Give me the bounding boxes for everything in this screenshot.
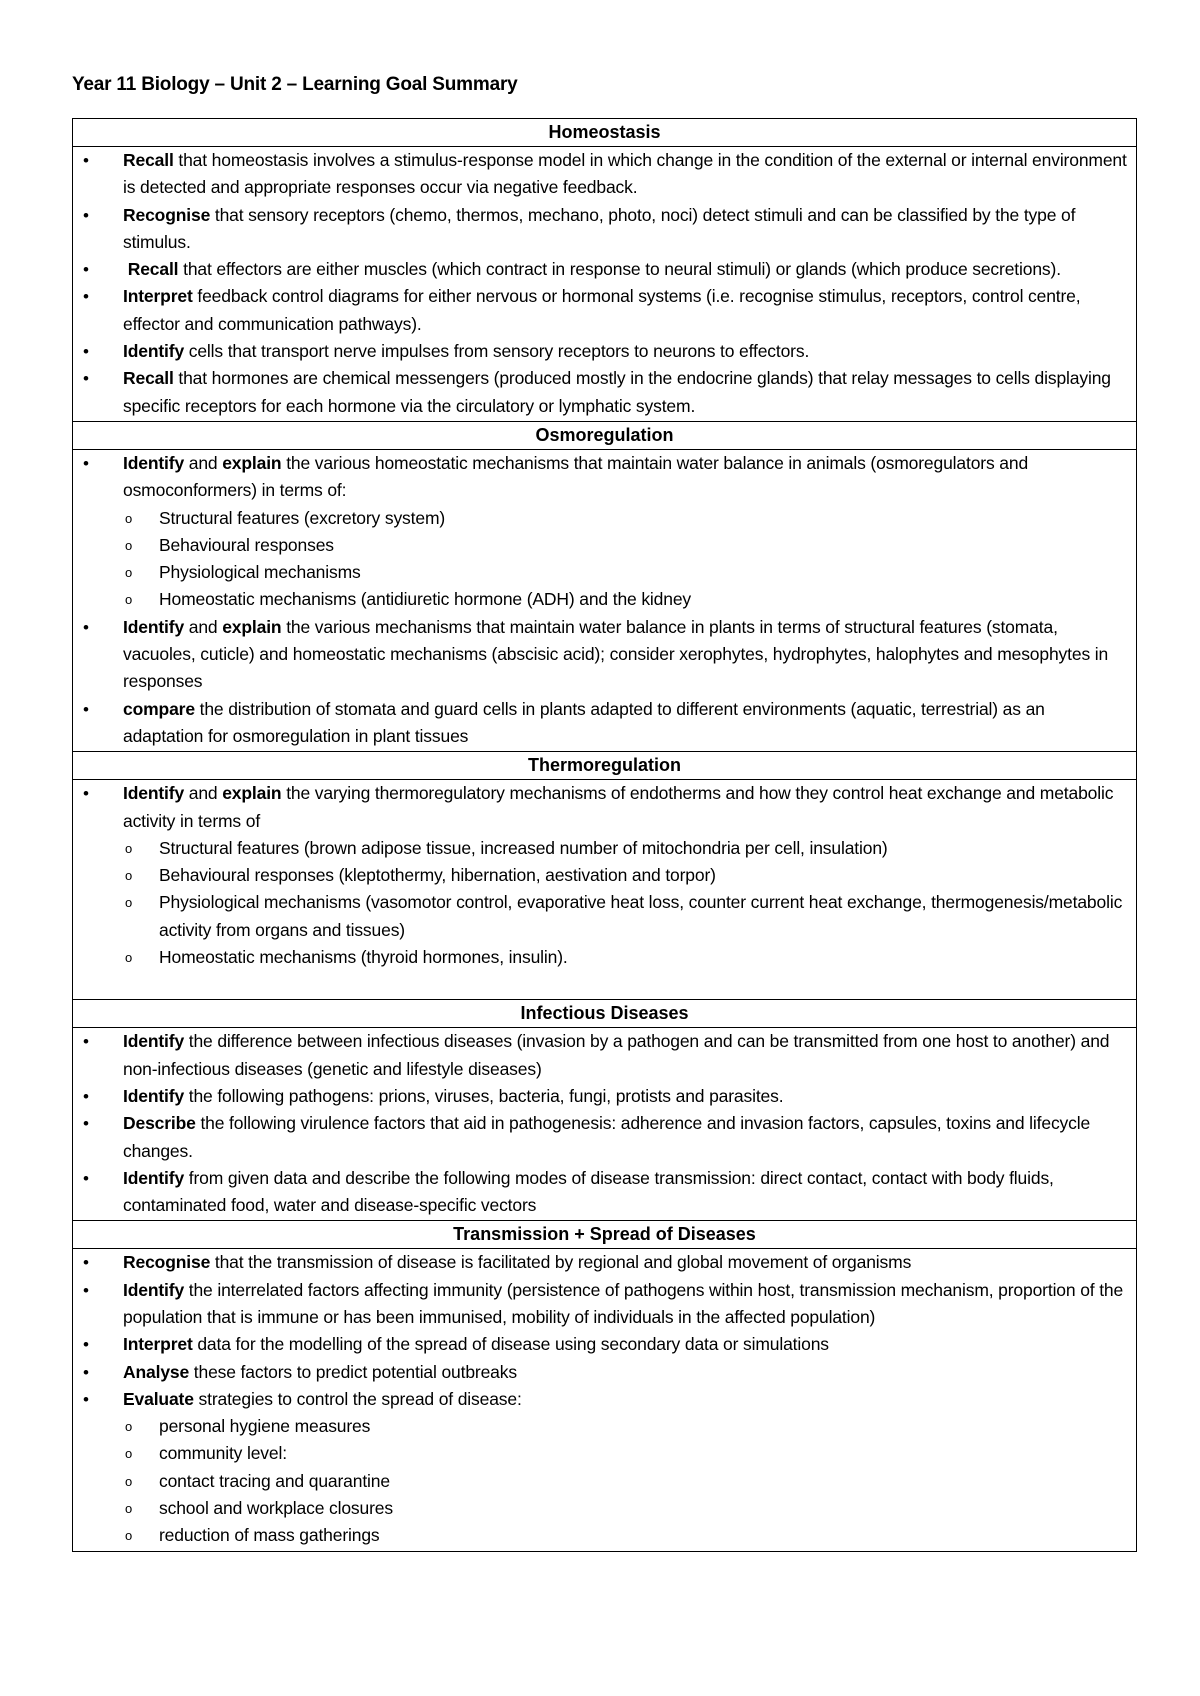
bullet-icon: • (83, 1362, 89, 1382)
goal-text: the interrelated factors affecting immunity (persistence of pathogens within host, transmission mechanism, proportion of the population that is immune or has been immunised, mobility of individuals in the affected population) (123, 1279, 1124, 1327)
goal-text: cells that transport nerve impulses from sensory receptors to neurons to effectors. (184, 341, 810, 362)
goal-subitem (73, 835, 1128, 862)
goal-item (73, 450, 1128, 505)
goal-text: the various mechanisms that maintain water balance in plants in terms of structural features (stomata, vacuoles, cuticle) and homeostatic mechanisms (abscisic acid); consider xerophytes, hydrophytes, halophytes and mesophytes in responses (123, 616, 1109, 692)
sub-bullet-icon: o (125, 868, 133, 884)
bullet-icon: • (83, 151, 89, 170)
goal-subitem (73, 889, 1128, 944)
goal-verb: Identify (123, 616, 185, 637)
goal-verb: explain (222, 452, 282, 473)
goal-subitem (73, 944, 1128, 971)
goal-text: that homeostasis involves a stimulus-response model in which change in the condition of the external or internal environment is detected and appropriate responses occur via negative feedback. (123, 150, 1127, 198)
goal-text: that hormones are chemical messengers (produced mostly in the endocrine glands) that relay messages to cells displaying specific receptors for each hormone via the circulatory or lymphatic system. (123, 368, 1111, 416)
goal-verb: Identify (123, 1031, 185, 1052)
goal-subitem (73, 1522, 1128, 1549)
goal-item (73, 1359, 1128, 1386)
sub-bullet-icon: o (125, 1473, 133, 1489)
goal-verb: Identify (123, 1085, 185, 1106)
goal-text: the following pathogens: prions, viruses, bacteria, fungi, protists and parasites. (184, 1085, 784, 1106)
goal-subitem (73, 505, 1128, 532)
bullet-icon: • (83, 1086, 89, 1106)
goal-verb: Recall (127, 259, 179, 280)
goal-item (73, 365, 1128, 420)
bullet-icon: • (83, 1114, 89, 1134)
goal-subitem (73, 586, 1128, 613)
goal-item (73, 202, 1128, 257)
sub-bullet-icon: o (125, 537, 133, 553)
subitem-text: Physiological mechanisms (vasomotor control, evaporative heat loss, counter current heat exchange, thermogenesis/metabolic activity from organs and tissues) (159, 892, 1123, 940)
sub-bullet-icon: o (125, 895, 133, 911)
goal-text: the distribution of stomata and guard cells in plants adapted to different environments (aquatic, terrestrial) as an adaptation for osmoregulation in plant tissues (123, 698, 1045, 746)
goal-text: data for the modelling of the spread of disease using secondary data or simulations (192, 1334, 829, 1355)
subitem-text: Homeostatic mechanisms (thyroid hormones, insulin). (159, 947, 568, 968)
goal-verb: compare (123, 698, 195, 719)
goal-verb: Evaluate (123, 1388, 194, 1409)
bullet-icon: • (83, 1253, 89, 1273)
goal-subitem (73, 1468, 1128, 1495)
goal-verb: Recall (123, 150, 174, 170)
bullet-icon: • (83, 699, 89, 719)
bullet-icon: • (83, 287, 89, 307)
goal-subitem (73, 532, 1128, 559)
goal-verb: Identify (123, 783, 185, 804)
subitem-text: Behavioural responses (159, 534, 334, 555)
bullet-icon: • (83, 369, 89, 389)
goal-item (73, 1249, 1128, 1276)
goal-text: strategies to control the spread of disease: (193, 1388, 522, 1409)
goal-item (73, 780, 1128, 835)
goal-subitem (73, 1413, 1128, 1440)
bullet-icon: • (83, 784, 89, 804)
goal-verb: Describe (123, 1113, 196, 1134)
goal-item (73, 256, 1128, 283)
goal-text: the following virulence factors that aid in pathogenesis: adherence and invasion factors, capsules, toxins and lifecycle changes. (123, 1113, 1091, 1161)
goal-verb: Recognise (123, 204, 211, 225)
goal-subitem (73, 559, 1128, 586)
learning-goal-table (72, 118, 1137, 1552)
blank-line (73, 971, 1128, 998)
bullet-icon: • (83, 1335, 89, 1355)
section-body-homeostasis (73, 147, 1136, 422)
goal-item (73, 147, 1128, 202)
page-title: Year 11 Biology – Unit 2 – Learning Goal Summary (72, 74, 518, 95)
bullet-icon: • (83, 1168, 89, 1188)
bullet-icon: • (83, 1389, 89, 1409)
goal-verb: Interpret (123, 1334, 193, 1355)
sub-bullet-icon: o (125, 950, 133, 966)
subitem-text: school and workplace closures (159, 1498, 393, 1519)
section-heading-infectious-diseases: Infectious Diseases (73, 1000, 1136, 1028)
bullet-icon: • (83, 260, 89, 280)
goal-subitem (73, 1440, 1128, 1467)
bullet-icon: • (83, 1032, 89, 1052)
bullet-icon: • (83, 205, 89, 225)
goal-verb: Identify (123, 452, 185, 473)
section-body-thermoregulation (73, 780, 1136, 1000)
goal-item (73, 1110, 1128, 1165)
subitem-text: Behavioural responses (kleptothermy, hibernation, aestivation and torpor) (159, 865, 716, 886)
goal-item (73, 338, 1128, 365)
section-heading-transmission: Transmission + Spread of Diseases (73, 1221, 1136, 1249)
sub-bullet-icon: o (125, 840, 133, 856)
goal-text: feedback control diagrams for either nervous or hormonal systems (i.e. recognise stimulus, receptors, control centre, effector and communication pathways). (123, 286, 1081, 334)
sub-bullet-icon: o (125, 565, 133, 581)
section-heading-osmoregulation: Osmoregulation (73, 422, 1136, 450)
sub-bullet-icon: o (125, 1528, 133, 1544)
goal-text: the difference between infectious diseases (invasion by a pathogen and can be transmitted from one host to another) and non-infectious diseases (genetic and lifestyle diseases) (123, 1031, 1110, 1079)
bullet-icon: • (83, 617, 89, 637)
goal-text: these factors to predict potential outbreaks (189, 1361, 517, 1382)
section-heading-homeostasis: Homeostasis (73, 119, 1136, 147)
goal-conjunction: and (184, 783, 223, 804)
goal-verb: explain (222, 783, 282, 804)
goal-verb: explain (222, 616, 282, 637)
subitem-text: community level: (159, 1443, 287, 1464)
subitem-text: reduction of mass gatherings (159, 1525, 380, 1546)
goal-item (73, 1165, 1128, 1220)
goal-subitem (73, 1495, 1128, 1522)
goal-verb: Identify (123, 341, 185, 362)
sub-bullet-icon: o (125, 1501, 133, 1517)
section-body-transmission (73, 1249, 1136, 1550)
goal-item (73, 1277, 1128, 1332)
goal-item (73, 1083, 1128, 1110)
section-heading-thermoregulation: Thermoregulation (73, 752, 1136, 780)
sub-bullet-icon: o (125, 592, 133, 608)
subitem-text: Homeostatic mechanisms (antidiuretic hormone (ADH) and the kidney (159, 589, 692, 610)
goal-item (73, 614, 1128, 696)
section-body-infectious-diseases (73, 1028, 1136, 1221)
bullet-icon: • (83, 453, 89, 473)
goal-conjunction: and (184, 616, 223, 637)
sub-bullet-icon: o (125, 1446, 133, 1462)
goal-text: from given data and describe the following modes of disease transmission: direct contact, contact with body fluids, contaminated food, water and disease-specific vectors (123, 1167, 1054, 1216)
subitem-text: Structural features (excretory system) (159, 507, 446, 528)
goal-text: that effectors are either muscles (which contract in response to neural stimuli) or glands (which produce secretions). (178, 259, 1061, 280)
section-body-osmoregulation (73, 450, 1136, 752)
sub-bullet-icon: o (125, 510, 133, 526)
bullet-icon: • (83, 1280, 89, 1300)
goal-text: that the transmission of disease is facilitated by regional and global movement of organisms (210, 1252, 912, 1273)
subitem-text: Physiological mechanisms (159, 562, 361, 583)
goal-item (73, 1331, 1128, 1358)
goal-text: the various homeostatic mechanisms that maintain water balance in animals (osmoregulators and osmoconformers) in terms of: (123, 452, 1029, 501)
goal-text: that sensory receptors (chemo, thermos, mechano, photo, noci) detect stimuli and can be classified by the type of stimulus. (123, 204, 1076, 252)
goal-item (73, 1028, 1128, 1083)
goal-verb: Identify (123, 1167, 185, 1188)
sub-bullet-icon: o (125, 1419, 133, 1435)
goal-verb: Interpret (123, 286, 193, 307)
goal-item (73, 283, 1128, 338)
goal-verb: Identify (123, 1279, 185, 1300)
bullet-icon: • (83, 342, 89, 362)
goal-verb: Analyse (123, 1361, 190, 1382)
goal-subitem (73, 862, 1128, 889)
goal-item (73, 696, 1128, 751)
subitem-text: personal hygiene measures (159, 1416, 371, 1437)
goal-verb: Recall (123, 368, 174, 389)
goal-conjunction: and (184, 452, 223, 473)
goal-verb: Recognise (123, 1252, 211, 1273)
subitem-text: contact tracing and quarantine (159, 1470, 390, 1491)
subitem-text: Structural features (brown adipose tissue, increased number of mitochondria per cell, insulation) (159, 837, 888, 858)
goal-item (73, 1386, 1128, 1413)
goal-text: the varying thermoregulatory mechanisms of endotherms and how they control heat exchange and metabolic activity in terms of (123, 783, 1114, 831)
